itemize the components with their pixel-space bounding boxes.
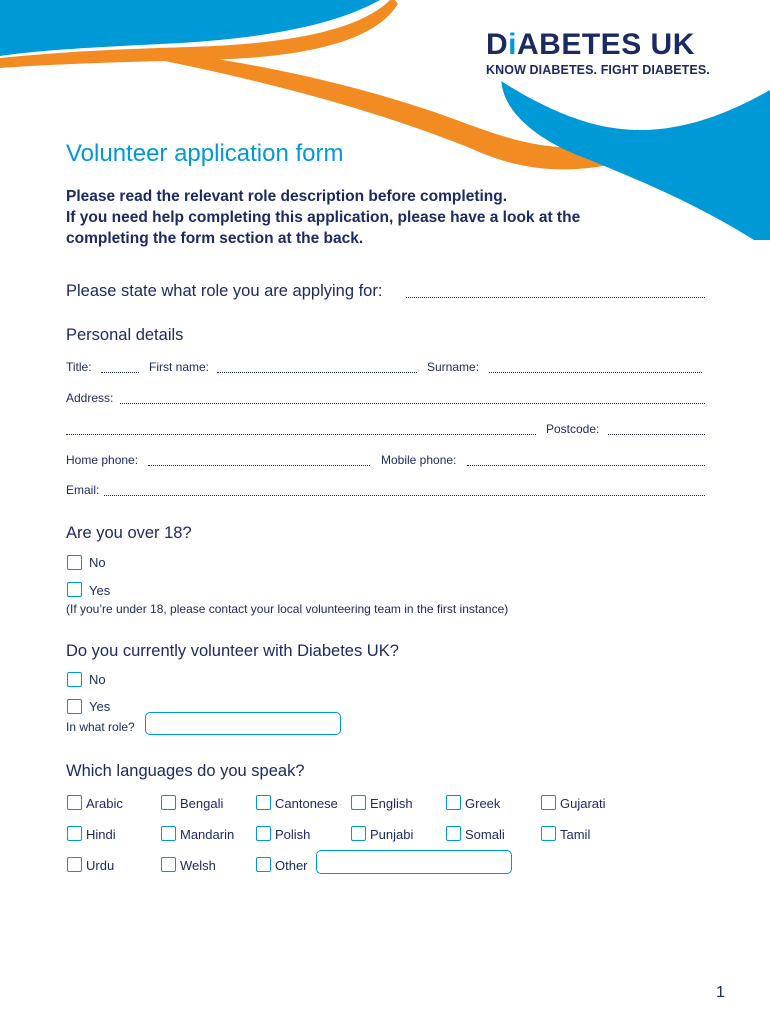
- volunteer-yes-checkbox[interactable]: [67, 699, 82, 714]
- lang-checkbox-urdu[interactable]: [67, 857, 82, 872]
- lang-checkbox-greek[interactable]: [446, 795, 461, 810]
- lang-label: Greek: [465, 796, 501, 811]
- role-prompt-label: Please state what role you are applying for:: [66, 282, 383, 300]
- lang-checkbox-hindi[interactable]: [67, 826, 82, 841]
- email-input-line[interactable]: [104, 495, 705, 496]
- address-input-line[interactable]: [120, 403, 705, 404]
- lang-checkbox-polish[interactable]: [256, 826, 271, 841]
- first-name-input-line[interactable]: [217, 372, 417, 373]
- over18-yes-label: Yes: [89, 583, 111, 598]
- lang-label: Tamil: [560, 827, 591, 842]
- brand-tagline: KNOW DIABETES. FIGHT DIABETES.: [486, 63, 710, 77]
- lang-label: Other: [275, 858, 308, 873]
- lang-label: Punjabi: [370, 827, 414, 842]
- lang-label: Bengali: [180, 796, 224, 811]
- lang-label: Somali: [465, 827, 505, 842]
- wordmark-prefix: D: [486, 28, 509, 61]
- lang-label: English: [370, 796, 413, 811]
- page-number: 1: [716, 984, 725, 1001]
- intro-line: completing the form section at the back.: [66, 230, 364, 247]
- lang-checkbox-welsh[interactable]: [161, 857, 176, 872]
- lang-label: Cantonese: [275, 796, 338, 811]
- lang-checkbox-bengali[interactable]: [161, 795, 176, 810]
- home-phone-input-line[interactable]: [148, 465, 370, 466]
- lang-label: Urdu: [86, 858, 115, 873]
- over18-no-label: No: [89, 555, 106, 570]
- lang-checkbox-somali[interactable]: [446, 826, 461, 841]
- intro-line: Please read the relevant role description before completing.: [66, 188, 508, 205]
- lang-checkbox-tamil[interactable]: [541, 826, 556, 841]
- intro-line: If you need help completing this application, please have a look at the: [66, 209, 581, 226]
- volunteer-yes-label: Yes: [89, 699, 111, 714]
- wordmark-rest: ABETES UK: [517, 28, 695, 61]
- volunteer-no-label: No: [89, 672, 106, 687]
- over18-note: (If you’re under 18, please contact your local volunteering team in the first instance): [66, 602, 509, 616]
- over18-no-checkbox[interactable]: [67, 555, 82, 570]
- email-label: Email:: [66, 483, 100, 497]
- role-input-line[interactable]: [406, 297, 705, 298]
- form-title: Volunteer application form: [66, 140, 344, 167]
- lang-checkbox-punjabi[interactable]: [351, 826, 366, 841]
- lang-label: Welsh: [180, 858, 216, 873]
- wordmark-i: i: [508, 28, 518, 61]
- postcode-label: Postcode:: [546, 422, 600, 436]
- volunteer-no-checkbox[interactable]: [67, 672, 82, 687]
- address-input-line-2[interactable]: [66, 434, 536, 435]
- surname-label: Surname:: [427, 360, 480, 374]
- title-label: Title:: [66, 360, 92, 374]
- intro-text: [66, 186, 580, 249]
- current-role-input[interactable]: [145, 712, 341, 735]
- lang-label: Arabic: [86, 796, 123, 811]
- lang-checkbox-other[interactable]: [256, 857, 271, 872]
- other-language-input[interactable]: [316, 850, 512, 874]
- brand-logo: [486, 30, 736, 77]
- languages-heading: Which languages do you speak?: [66, 762, 305, 780]
- current-volunteer-heading: Do you currently volunteer with Diabetes UK?: [66, 642, 399, 660]
- brand-wordmark: [486, 30, 736, 60]
- title-input-line[interactable]: [101, 372, 139, 373]
- mobile-phone-label: Mobile phone:: [381, 453, 457, 467]
- lang-checkbox-mandarin[interactable]: [161, 826, 176, 841]
- over18-yes-checkbox[interactable]: [67, 582, 82, 597]
- personal-details-heading: Personal details: [66, 326, 184, 344]
- home-phone-label: Home phone:: [66, 453, 139, 467]
- over18-heading: Are you over 18?: [66, 524, 192, 542]
- lang-checkbox-arabic[interactable]: [67, 795, 82, 810]
- lang-label: Hindi: [86, 827, 116, 842]
- first-name-label: First name:: [149, 360, 210, 374]
- lang-checkbox-english[interactable]: [351, 795, 366, 810]
- mobile-phone-input-line[interactable]: [467, 465, 705, 466]
- lang-checkbox-gujarati[interactable]: [541, 795, 556, 810]
- lang-label: Mandarin: [180, 827, 235, 842]
- role-question-label: In what role?: [66, 720, 135, 734]
- address-label: Address:: [66, 391, 114, 405]
- postcode-input-line[interactable]: [608, 434, 705, 435]
- surname-input-line[interactable]: [489, 372, 702, 373]
- lang-checkbox-cantonese[interactable]: [256, 795, 271, 810]
- lang-label: Polish: [275, 827, 311, 842]
- lang-label: Gujarati: [560, 796, 606, 811]
